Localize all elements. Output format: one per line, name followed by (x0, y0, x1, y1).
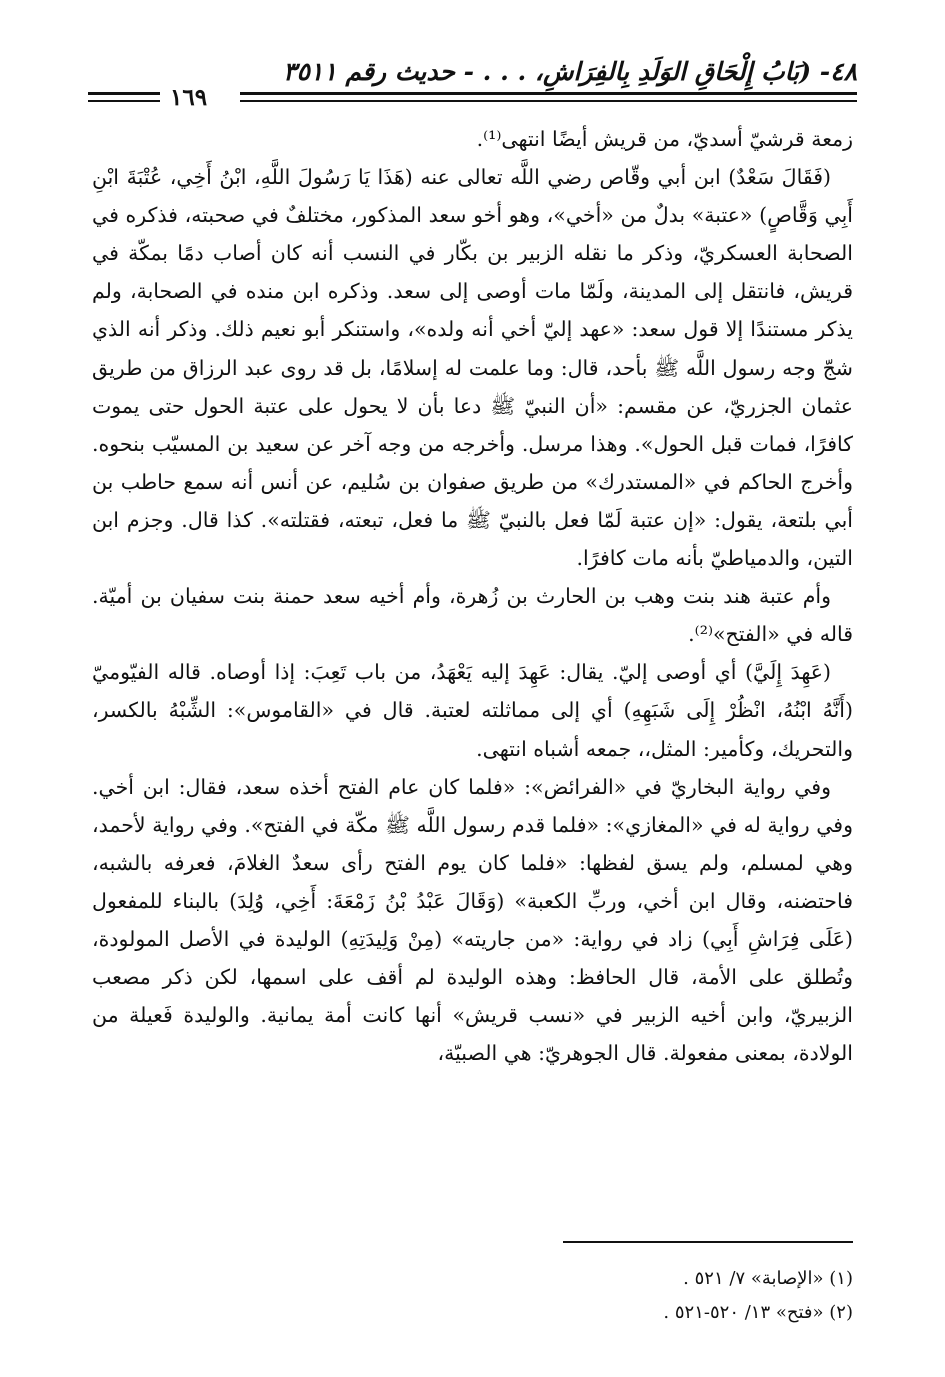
paragraph: (فَقَالَ سَعْدٌ) ابن أبي وقّاص رضي اللَّه تعالى عنه (هَذَا يَا رَسُولَ اللَّهِ، ابْنُ أَخِي، عُتْبَةَ ابْنِ أَبِي وَقَّاصٍ) «عتبة» بدلٌ من «أخي»، وهو أخو سعد المذكور، مختلفٌ في صحبته، فذكره في الصحابة العسكريّ، وذكر ما نقله الزبير بن بكّار في النسب أنه كان أصاب دمًا بمكّة في قريش، فانتقل إلى المدينة، ولَمّا مات أوصى إلى سعد. وذكره ابن منده في الصحابة، ولم يذكر مستندًا إلا قول سعد: «عهد إليّ أخي أنه ولده»، واستنكر أبو نعيم ذلك. وذكر أنه الذي شجّ وجه رسول اللَّه ﷺ بأحد، قال: وما علمت له إسلامًا، بل قد روى عبد الرزاق من طريق عثمان الجزريّ، عن مقسم: «أن النبيّ ﷺ دعا بأن لا يحول على عتبة الحول حتى يموت كافرًا، فمات قبل الحول». وهذا مرسل. وأخرجه من وجه آخر عن سعيد بن المسيّب بنحوه. وأخرج الحاكم في «المستدرك» من طريق صفوان بن سُليم، عن أنس أنه سمع حاطب بن أبي بلتعة، يقول: «إن عتبة لَمّا فعل بالنبيّ ﷺ ما فعل، تبعته، فقتلته». كذا قال. وجزم ابن التين، والدمياطيّ بأنه مات كافرًا. (92, 165, 853, 571)
running-title: ٤٨- (بَابُ إِلْحَاقِ الوَلَدِ بِالفِرَاشِ، . . . - حديث رقم ٣٥١١ (283, 57, 857, 86)
main-text (92, 120, 853, 1072)
paragraph: (عَهِدَ إِلَيَّ) أي أوصى إليّ. يقال: عَهِدَ إليه يَعْهَدُ، من باب تَعِبَ: إذا أوصاه. قاله الفيّوميّ (أَنَّهُ ابْنُهُ، انْظُرْ إِلَى شَبَهِهِ) أي إلى مماثلته لعتبة. قال في «القاموس»: الشِّبْهُ بالكسر، والتحريك، وكأمير: المثل،، جمعه أشباه انتهى. (92, 660, 853, 761)
footnote-separator (563, 1241, 853, 1243)
paragraph: وأم عتبة هند بنت وهب بن الحارث بن زُهرة، وأم أخيه سعد حمنة بنت سفيان بن أميّة. قاله في «الفتح»⁽²⁾. (92, 584, 853, 647)
footnotes (92, 1262, 853, 1330)
header-rule-thin (240, 100, 857, 102)
header-rule-left-thick (88, 92, 160, 95)
header-rule-thick (240, 92, 857, 95)
page-number: ١٦٩ (170, 84, 208, 111)
header-rule-left-thin (88, 100, 160, 102)
footnote: (١) «الإصابة» ٧/ ٥٢١ . (683, 1268, 853, 1289)
paragraph: وفي رواية البخاريّ في «الفرائض»: «فلما كان عام الفتح أخذه سعد، فقال: ابن أخي. وفي رواية له في «المغازي»: «فلما قدم رسول اللَّه ﷺ مكّة في الفتح». وفي رواية لأحمد، وهي لمسلم، ولم يسق لفظها: «فلما كان يوم الفتح رأى سعدٌ الغلامَ، فعرفه بالشبه، فاحتضنه، وقال ابن أخي، وربِّ الكعبة» (وَقَالَ عَبْدُ بْنُ زَمْعَةَ: أَخِي، وُلِدَ) بالبناء للمفعول (عَلَى فِرَاشِ أَبِي) زاد في رواية: «من جاريته» (مِنْ وَلِيدَتِهِ) الوليدة في الأصل المولودة، وتُطلق على الأمة، قال الحافظ: وهذه الوليدة لم أقف على اسمها، لكن ذكر مصعب الزبيريّ، وابن أخيه الزبير في «نسب قريش» أنها كانت أمة يمانية. والوليدة فَعيلة من الولادة، بمعنى مفعولة. قال الجوهريّ: هي الصبيّة، (92, 774, 853, 1066)
paragraph: زمعة قرشيّ أسديّ، من قريش أيضًا انتهى⁽¹⁾. (476, 127, 853, 151)
footnote: (٢) «فتح» ١٣/ ٥٢٠-٥٢١ . (663, 1302, 853, 1323)
